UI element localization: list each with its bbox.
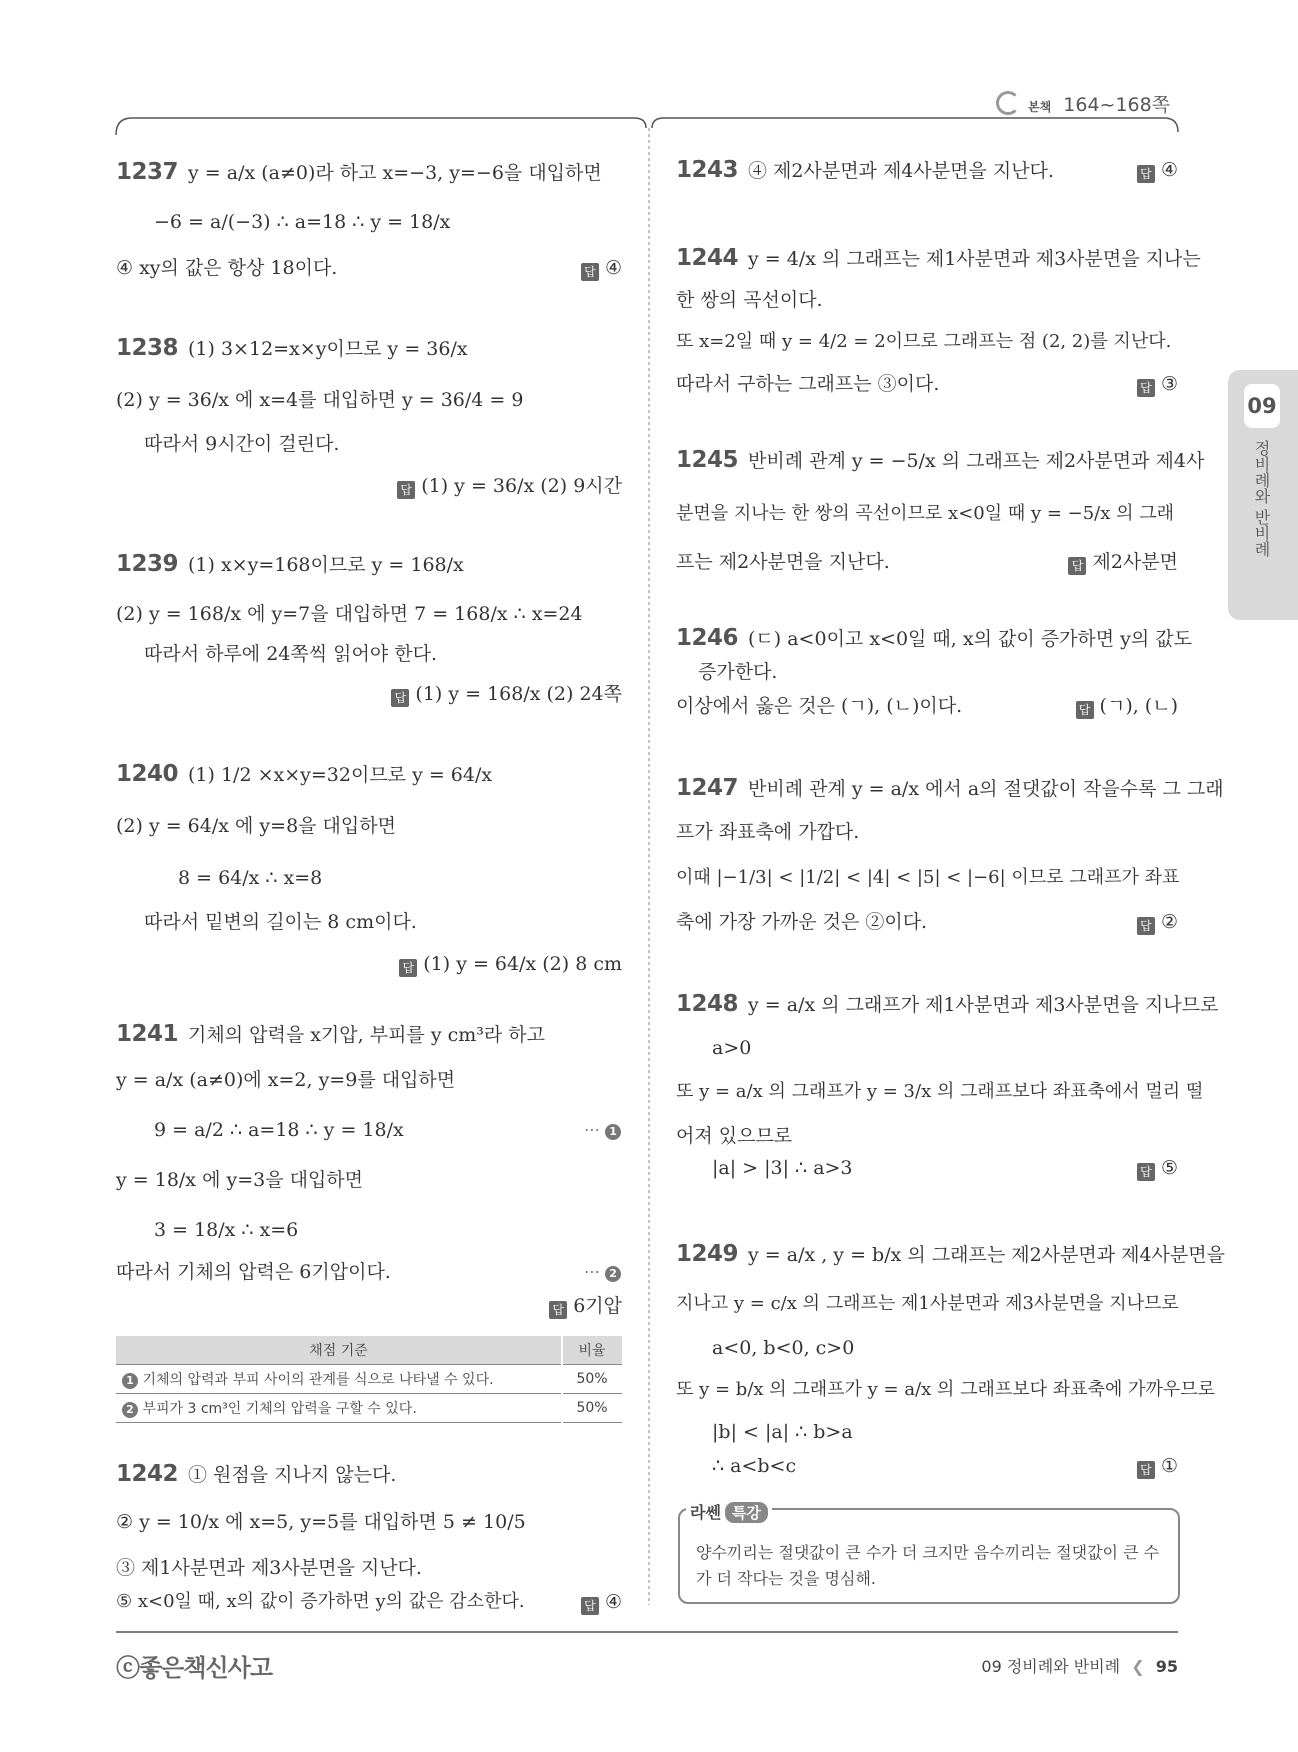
- solution-line: 따라서 9시간이 걸린다.: [144, 433, 340, 455]
- solution-line: ④ 제2사분면과 제4사분면을 지난다.: [748, 160, 1054, 182]
- problem-1245: [676, 448, 1204, 473]
- answer: [397, 474, 622, 499]
- problem-1247: [676, 776, 1224, 801]
- solution-line: a>0: [712, 1037, 752, 1059]
- solution-line: 따라서 구하는 그래프는 ③이다.: [676, 373, 940, 395]
- answer-icon: 답: [1137, 379, 1155, 397]
- answer: [549, 1294, 622, 1319]
- problem-number: 1240: [116, 761, 179, 787]
- answer: [391, 682, 622, 707]
- answer: [581, 1590, 622, 1615]
- problem-1243: [676, 158, 1054, 183]
- solution-line: |b| < |a| ∴ b>a: [712, 1421, 853, 1443]
- criteria-mark: 1: [122, 1373, 138, 1389]
- step-marker: ⋯ 1: [584, 1120, 621, 1140]
- solution-line: 프는 제2사분면을 지난다.: [676, 551, 890, 573]
- solution-line: 또 y = b/x 의 그래프가 y = a/x 의 그래프보다 좌표축에 가까우므로: [676, 1379, 1215, 1400]
- grading-header-criteria: 채점 기준: [116, 1336, 562, 1365]
- solution-line: y = 18/x 에 y=3을 대입하면: [116, 1169, 364, 1191]
- publisher-logo: ⓒ좋은책신사고: [116, 1654, 273, 1682]
- problem-number: 1246: [676, 625, 739, 651]
- problem-1237: [116, 160, 602, 185]
- problem-1238: [116, 336, 468, 361]
- answer-icon: 답: [549, 1301, 567, 1319]
- problem-number: 1239: [116, 551, 179, 577]
- solution-line: y = a/x (a≠0)에 x=2, y=9를 대입하면: [116, 1069, 456, 1091]
- footer-page-info: [981, 1654, 1178, 1677]
- problem-1239: [116, 552, 464, 577]
- solution-line: 9 = a/2 ∴ a=18 ∴ y = 18/x: [154, 1119, 404, 1141]
- solution-line: 따라서 하루에 24쪽씩 읽어야 한다.: [144, 643, 437, 665]
- page-number: 95: [1155, 1657, 1178, 1676]
- solution-line: ④ xy의 값은 항상 18이다.: [116, 257, 338, 279]
- solution-line: (2) y = 36/x 에 x=4를 대입하면 y = 36/4 = 9: [116, 389, 524, 411]
- grading-table: [116, 1336, 622, 1423]
- answer-icon: 답: [1137, 917, 1155, 935]
- answer-icon: 답: [1137, 1461, 1155, 1479]
- answer: [1137, 372, 1178, 397]
- tip-text: 양수끼리는 절댓값이 큰 수가 더 크지만 음수끼리는 절댓값이 큰 수가 더 작다는 것을 명심해.: [696, 1543, 1160, 1588]
- tip-badge: 특강: [725, 1502, 768, 1523]
- solution-line: ② y = 10/x 에 x=5, y=5를 대입하면 5 ≠ 10/5: [116, 1511, 526, 1533]
- answer-icon: 답: [397, 481, 415, 499]
- problem-number: 1243: [676, 157, 739, 183]
- grading-header-ratio: 비율: [562, 1336, 622, 1365]
- solution-line: 또 y = a/x 의 그래프가 y = 3/x 의 그래프보다 좌표축에서 멀리 떨: [676, 1081, 1204, 1102]
- criteria-mark: 2: [122, 1402, 138, 1418]
- criteria-ratio: 50%: [562, 1365, 622, 1394]
- answer-value: (ㄱ), (ㄴ): [1099, 695, 1178, 717]
- chapter-number: 09: [1244, 384, 1280, 428]
- table-row: [116, 1365, 622, 1394]
- solution-line: ① 원점을 지나지 않는다.: [188, 1464, 397, 1486]
- problem-1246: [676, 626, 1192, 651]
- solution-line: y = a/x 의 그래프가 제1사분면과 제3사분면을 지나므로: [748, 994, 1219, 1016]
- answer-value: (1) y = 36/x (2) 9시간: [421, 475, 622, 497]
- solution-line: 8 = 64/x ∴ x=8: [178, 867, 323, 889]
- solution-line: 따라서 밑변의 길이는 8 cm이다.: [144, 911, 417, 933]
- solution-line: 어져 있으므로: [676, 1125, 793, 1147]
- criteria-text: 부피가 3 cm³인 기체의 압력을 구할 수 있다.: [142, 1401, 417, 1417]
- answer-value: ③: [1160, 373, 1178, 395]
- answer: [1137, 158, 1178, 183]
- solution-line: 반비례 관계 y = a/x 에서 a의 절댓값이 작을수록 그 그래: [748, 778, 1224, 800]
- solution-line: a<0, b<0, c>0: [712, 1337, 855, 1359]
- criteria-ratio: 50%: [562, 1394, 622, 1423]
- solution-line: 3 = 18/x ∴ x=6: [154, 1219, 299, 1241]
- solution-line: 분면을 지나는 한 쌍의 곡선이므로 x<0일 때 y = −5/x 의 그래: [676, 503, 1174, 524]
- solution-line: ∴ a<b<c: [712, 1455, 797, 1477]
- answer-icon: 답: [1137, 1163, 1155, 1181]
- step-number: 2: [605, 1266, 621, 1282]
- solution-line: |a| > |3| ∴ a>3: [712, 1157, 853, 1179]
- step-marker: ⋯ 2: [584, 1262, 621, 1282]
- problem-number: 1247: [676, 775, 739, 801]
- answer: [1068, 550, 1178, 575]
- answer: [1137, 910, 1178, 935]
- table-row: [116, 1394, 622, 1423]
- solution-line: 프가 좌표축에 가깝다.: [676, 821, 860, 843]
- solution-line: y = a/x , y = b/x 의 그래프는 제2사분면과 제4사분면을: [748, 1244, 1225, 1266]
- answer: [399, 952, 622, 977]
- problem-1241: [116, 1022, 545, 1047]
- problem-number: 1237: [116, 159, 179, 185]
- answer-value: (1) y = 64/x (2) 8 cm: [423, 953, 622, 975]
- answer-value: 제2사분면: [1092, 551, 1178, 573]
- answer-value: ⑤: [1160, 1157, 1178, 1179]
- answer-value: ②: [1160, 911, 1178, 933]
- answer: [1137, 1156, 1178, 1181]
- solution-line: 이때 |−1/3| < |1/2| < |4| < |5| < |−6| 이므로 그래프가 좌표: [676, 867, 1180, 888]
- solution-line: y = a/x (a≠0)라 하고 x=−3, y=−6을 대입하면: [188, 162, 602, 184]
- problem-1240: [116, 762, 492, 787]
- tip-label: 라쎈: [690, 1503, 721, 1522]
- answer-icon: 답: [581, 1597, 599, 1615]
- problem-number: 1238: [116, 335, 179, 361]
- answer: [1137, 1454, 1178, 1479]
- step-number: 1: [605, 1124, 621, 1140]
- solution-line: y = 4/x 의 그래프는 제1사분면과 제3사분면을 지나는: [748, 248, 1201, 270]
- answer: [581, 256, 622, 281]
- chevron-left-icon: ❮: [1131, 1657, 1145, 1676]
- solution-line: (ㄷ) a<0이고 x<0일 때, x의 값이 증가하면 y의 값도: [748, 628, 1193, 650]
- solution-line: (1) x×y=168이므로 y = 168/x: [188, 554, 464, 576]
- solution-line: 증가한다.: [698, 661, 778, 683]
- problem-number: 1249: [676, 1241, 739, 1267]
- answer-value: ④: [1160, 159, 1178, 181]
- solution-line: 한 쌍의 곡선이다.: [676, 289, 823, 311]
- solution-line: ⑤ x<0일 때, x의 값이 증가하면 y의 값은 감소한다.: [116, 1591, 525, 1612]
- problem-number: 1248: [676, 991, 739, 1017]
- answer-icon: 답: [581, 263, 599, 281]
- solution-line: 따라서 기체의 압력은 6기압이다.: [116, 1261, 391, 1283]
- solution-line: (2) y = 64/x 에 y=8을 대입하면: [116, 815, 396, 837]
- chapter-side-tab: [1228, 370, 1298, 620]
- problem-number: 1244: [676, 245, 739, 271]
- answer-value: 6기압: [573, 1295, 622, 1317]
- problem-1244: [676, 246, 1201, 271]
- problem-1248: [676, 992, 1218, 1017]
- tip-heading: [686, 1500, 772, 1523]
- solution-line: (1) 3×12=x×y이므로 y = 36/x: [188, 338, 468, 360]
- solution-line: 반비례 관계 y = −5/x 의 그래프는 제2사분면과 제4사: [748, 450, 1205, 472]
- solution-line: −6 = a/(−3) ∴ a=18 ∴ y = 18/x: [154, 211, 451, 233]
- problem-number: 1245: [676, 447, 739, 473]
- solution-line: 지나고 y = c/x 의 그래프는 제1사분면과 제3사분면을 지나므로: [676, 1293, 1179, 1314]
- solution-line: 또 x=2일 때 y = 4/2 = 2이므로 그래프는 점 (2, 2)를 지난다.: [676, 331, 1172, 352]
- answer-value: (1) y = 168/x (2) 24쪽: [415, 683, 622, 705]
- footer-chapter: 09 정비례와 반비례: [981, 1657, 1121, 1676]
- criteria-text: 기체의 압력과 부피 사이의 관계를 식으로 나타낼 수 있다.: [142, 1372, 494, 1388]
- problem-1242: [116, 1462, 396, 1487]
- solution-line: 축에 가장 가까운 것은 ②이다.: [676, 911, 928, 933]
- solution-line: 기체의 압력을 x기압, 부피를 y cm³라 하고: [188, 1024, 545, 1046]
- problem-number: 1242: [116, 1461, 179, 1487]
- answer-value: ①: [1160, 1455, 1178, 1477]
- problem-number: 1241: [116, 1021, 179, 1047]
- solution-line: (1) 1/2 ×x×y=32이므로 y = 64/x: [188, 764, 493, 786]
- solution-line: ③ 제1사분면과 제3사분면을 지난다.: [116, 1557, 422, 1579]
- page-range: 164~168쪽: [1063, 94, 1171, 116]
- problem-1249: [676, 1242, 1225, 1267]
- book-label: 본책: [1028, 100, 1052, 114]
- answer-icon: 답: [1068, 557, 1086, 575]
- solution-line: (2) y = 168/x 에 y=7을 대입하면 7 = 168/x ∴ x=24: [116, 603, 583, 625]
- answer-icon: 답: [391, 689, 409, 707]
- answer-icon: 답: [1137, 165, 1155, 183]
- answer-icon: 답: [1076, 701, 1094, 719]
- chapter-title: 정비례와 반비례: [1252, 440, 1271, 558]
- solution-line: 이상에서 옳은 것은 (ㄱ), (ㄴ)이다.: [676, 695, 963, 717]
- answer-value: ④: [604, 1591, 622, 1613]
- answer: [1076, 694, 1178, 719]
- answer-value: ④: [604, 257, 622, 279]
- answer-icon: 답: [399, 959, 417, 977]
